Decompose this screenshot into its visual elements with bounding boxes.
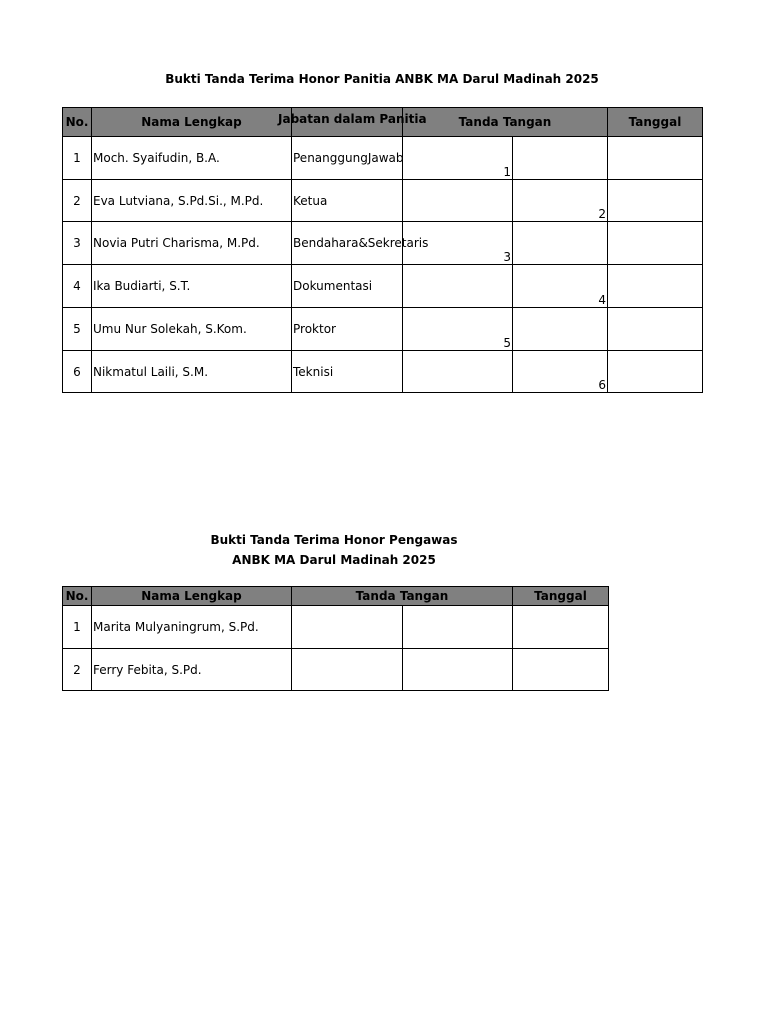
signature-number: 1 (503, 165, 511, 179)
row-nama: Eva Lutviana, S.Pd.Si., M.Pd. (92, 180, 292, 222)
signature-number: 6 (598, 378, 606, 392)
pengawas-title-line1: Bukti Tanda Terima Honor Pengawas (210, 533, 458, 547)
signature-number: 5 (503, 336, 511, 350)
panitia-header-row (63, 108, 703, 137)
date-cell[interactable] (513, 649, 609, 691)
date-cell[interactable] (608, 351, 703, 393)
signature-cell[interactable] (403, 137, 513, 180)
signature-cell[interactable] (403, 649, 513, 691)
table-row (63, 137, 703, 180)
panitia-title-text: Bukti Tanda Terima Honor Panitia ANBK MA Darul Madinah 2025 (165, 72, 599, 86)
signature-cell[interactable] (403, 265, 513, 308)
row-jabatan: Proktor (292, 308, 403, 351)
row-no: 1 (63, 137, 92, 180)
header-tanggal: Tanggal (513, 587, 609, 606)
signature-cell[interactable] (403, 180, 513, 222)
header-jabatan-label: Jabatan dalam Panitia (278, 112, 427, 126)
header-no: No. (63, 587, 92, 606)
header-tanggal: Tanggal (608, 108, 703, 137)
signature-cell[interactable] (403, 606, 513, 649)
row-nama: Ferry Febita, S.Pd. (92, 649, 292, 691)
date-cell[interactable] (608, 222, 703, 265)
row-no: 2 (63, 649, 92, 691)
signature-cell[interactable] (513, 222, 608, 265)
signature-number: 3 (503, 250, 511, 264)
signature-cell[interactable] (292, 606, 403, 649)
header-no: No. (63, 108, 92, 137)
pengawas-title-line2: ANBK MA Darul Madinah 2025 (232, 553, 436, 567)
row-jabatan: Dokumentasi (292, 265, 403, 308)
signature-cell[interactable] (403, 222, 513, 265)
signature-cell[interactable] (292, 649, 403, 691)
pengawas-header-row (63, 587, 609, 606)
row-no: 4 (63, 265, 92, 308)
date-cell[interactable] (608, 308, 703, 351)
header-jabatan (278, 108, 427, 137)
header-nama: Nama Lengkap (92, 587, 292, 606)
signature-number: 2 (598, 207, 606, 221)
row-jabatan: PenanggungJawab (292, 137, 403, 180)
header-tanda-tangan: Tanda Tangan (292, 587, 513, 606)
signature-cell[interactable] (513, 180, 608, 222)
row-nama: Nikmatul Laili, S.M. (92, 351, 292, 393)
row-no: 5 (63, 308, 92, 351)
header-nama: Nama Lengkap (92, 108, 292, 137)
signature-cell[interactable] (403, 351, 513, 393)
pengawas-table (62, 586, 609, 691)
row-nama: Novia Putri Charisma, M.Pd. (92, 222, 292, 265)
row-no: 6 (63, 351, 92, 393)
row-nama: Umu Nur Solekah, S.Kom. (92, 308, 292, 351)
row-nama: Ika Budiarti, S.T. (92, 265, 292, 308)
table-row (63, 180, 703, 222)
signature-cell[interactable] (513, 265, 608, 308)
panitia-title (0, 72, 764, 86)
row-nama: Moch. Syaifudin, B.A. (92, 137, 292, 180)
signature-cell[interactable] (513, 308, 608, 351)
row-no: 2 (63, 180, 92, 222)
row-jabatan: Bendahara&Sekretaris (292, 222, 403, 265)
row-nama: Marita Mulyaningrum, S.Pd. (92, 606, 292, 649)
date-cell[interactable] (513, 606, 609, 649)
signature-cell[interactable] (403, 308, 513, 351)
table-row (63, 265, 703, 308)
row-no: 3 (63, 222, 92, 265)
table-row (63, 649, 609, 691)
row-jabatan: Ketua (292, 180, 403, 222)
pengawas-title (0, 530, 668, 570)
date-cell[interactable] (608, 180, 703, 222)
table-row (63, 222, 703, 265)
row-jabatan: Teknisi (292, 351, 403, 393)
panitia-table (62, 107, 703, 393)
header-tanda-tangan: Tanda Tangan (403, 108, 608, 137)
signature-cell[interactable] (513, 137, 608, 180)
table-row (63, 351, 703, 393)
table-row (63, 606, 609, 649)
row-no: 1 (63, 606, 92, 649)
date-cell[interactable] (608, 137, 703, 180)
signature-number: 4 (598, 293, 606, 307)
date-cell[interactable] (608, 265, 703, 308)
signature-cell[interactable] (513, 351, 608, 393)
table-row (63, 308, 703, 351)
